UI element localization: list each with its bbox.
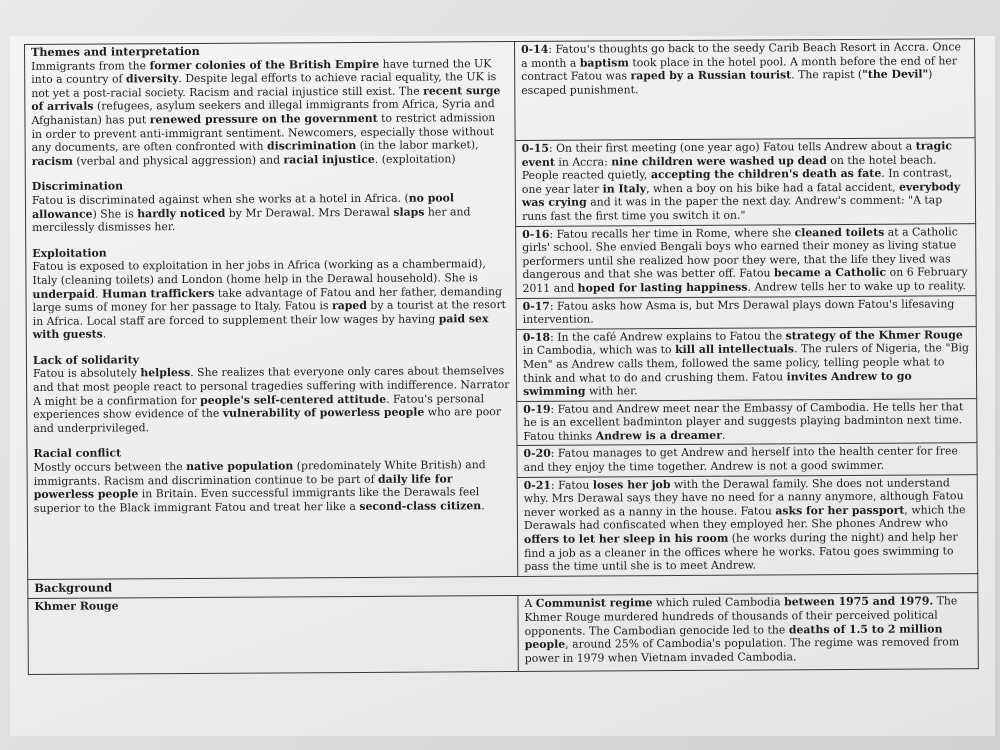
text-run: Fatou is discriminated against when she works at a hotel in Africa. ( xyxy=(31,191,409,207)
episode-code: 0-15 xyxy=(521,141,549,155)
episode-cell-0-16 xyxy=(516,223,976,298)
bold-text-run: racial injustice xyxy=(283,152,375,167)
text-run: , when a boy on his bike had a fatal accident, xyxy=(646,180,900,195)
themes-heading: Themes and interpretation xyxy=(31,43,200,59)
text-run: . xyxy=(95,287,103,301)
text-run: . (exploitation) xyxy=(374,152,456,166)
text-run: Mostly occurs between the xyxy=(33,460,187,474)
episode-text xyxy=(523,400,963,443)
text-run: with the Derawal family. She does not understand why. Mrs Derawal says they have no need for a nanny anymore, although Fatou never worked as a nanny in the house. Fatou xyxy=(523,476,964,519)
section-heading-exploitation: Exploitation xyxy=(32,246,107,260)
episode-cell-0-14 xyxy=(514,39,975,141)
episode-code: 0-19 xyxy=(523,402,551,416)
bold-text-run: offers to let her sleep in his room xyxy=(523,531,729,546)
bold-text-run: loses her job xyxy=(592,477,671,492)
bold-text-run: Human traffickers xyxy=(101,286,215,301)
themes-intro xyxy=(31,57,509,169)
text-run: (he works during the night) and help her find a job as a cleaner in the offices where he works. Fatou goes swimming to pass the time until she is to meet Andrew. xyxy=(524,530,958,574)
bold-text-run: Andrew is a dreamer xyxy=(595,428,722,443)
bold-text-run: everybody was crying xyxy=(521,180,961,210)
bold-text-run: tragic event xyxy=(521,139,953,169)
background-heading: Background xyxy=(28,573,978,598)
text-run: : Fatou and Andrew meet near the Embassy of Cambodia. He tells her that he is an excellent badminton player and suggests playing badminton next time. Fatou thinks xyxy=(523,399,964,443)
bold-text-run: invites Andrew to go swimming xyxy=(523,369,912,399)
bold-text-run: underpaid xyxy=(32,287,96,301)
table-row xyxy=(28,593,978,675)
bold-text-run: renewed pressure on the government xyxy=(149,111,378,127)
bold-text-run: no pool allowance xyxy=(31,191,455,221)
bold-text-run: deaths of 1.5 to 2 million people xyxy=(524,621,943,652)
table-row xyxy=(25,39,976,144)
text-run: at a Catholic girls' school. She envied Bengali boys who earned their money as living statue performers until she realized how poor they were, that the life they lived was dangerous and that she was better off. Fatou xyxy=(522,224,958,282)
bold-text-run: Communist regime xyxy=(535,596,653,611)
bold-text-run: discrimination xyxy=(266,139,357,153)
text-run: on the hotel beach. People reacted quietly, xyxy=(521,153,937,183)
text-run: take advantage of Fatou and her father, demanding large sums of money for her passage to Italy. Fatou is xyxy=(32,284,502,315)
section-heading-racial-conflict: Racial conflict xyxy=(33,446,122,461)
bold-text-run: slaps xyxy=(393,205,425,219)
episode-cell-0-17 xyxy=(516,295,976,329)
text-run: which ruled Cambodia xyxy=(652,595,785,610)
episode-code: 0-14 xyxy=(521,42,549,56)
bold-text-run: second-class citizen xyxy=(359,499,482,513)
bold-text-run: former colonies of the British Empire xyxy=(149,57,380,72)
text-run: in Accra: xyxy=(554,155,612,169)
bold-text-run: daily life for powerless people xyxy=(33,472,453,502)
text-run: , which the Derawals had confiscated when they employed her. She phones Andrew who xyxy=(523,503,966,533)
text-run: : Fatou xyxy=(550,478,593,492)
khmer-rouge-text xyxy=(518,593,978,672)
bold-text-run: in Italy xyxy=(602,181,647,196)
bold-text-run: diversity xyxy=(125,72,179,86)
bold-text-run: nine children were washed up dead xyxy=(611,153,827,169)
text-run: her and mercilessly dismisses her. xyxy=(32,204,471,235)
bold-text-run: racism xyxy=(31,154,73,168)
text-run: . The rulers of Nigeria, the "Big Men" as Andrew calls them, followed the same policy, telling people what to think and what to do and crushing them. Fatou xyxy=(522,341,969,385)
bold-text-run: hardly noticed xyxy=(137,206,226,220)
section-text-racial-conflict xyxy=(34,458,511,515)
text-run: : On their first meeting (one year ago) Fatou tells Andrew about a xyxy=(548,139,916,155)
text-run: ) escaped punishment. xyxy=(521,67,933,97)
text-run: : Fatou asks how Asma is, but Mrs Derawal plays down Fatou's lifesaving intervention. xyxy=(522,296,955,327)
bold-text-run: cleaned toilets xyxy=(794,225,885,239)
text-run: (in the labor market), xyxy=(356,138,479,153)
text-run: . Fatou's personal experiences show evidence of the xyxy=(33,391,485,422)
episode-cell-0-18 xyxy=(516,326,976,401)
text-run: took place in the hotel pool. A month before the end of her contract Fatou was xyxy=(521,53,958,84)
text-run: in Cambodia, which was to xyxy=(522,343,676,358)
bold-text-run: strategy of the Khmer Rouge xyxy=(785,327,963,343)
text-run: to restrict admission in order to prevent anti-immigrant sentiment. Newcomers, especially those without any documents, are often confronted with xyxy=(31,111,496,155)
text-run: : Fatou's thoughts go back to the seedy Carib Beach Resort in Accra. Once a month a xyxy=(521,40,961,70)
text-run: (refugees, asylum seekers and illegal immigrants from Africa, Syria and Afghanistan) has put xyxy=(31,97,495,127)
bold-text-run: "the Devil" xyxy=(862,67,929,82)
episode-cell-0-20 xyxy=(517,443,977,477)
text-run: Immigrants from the xyxy=(31,58,150,73)
bold-text-run: raped xyxy=(331,299,367,313)
episode-code: 0-18 xyxy=(522,330,551,344)
text-run: and it was in the paper the next day. Andrew's comment: "A tap runs fast the first time you switch it on." xyxy=(522,193,943,223)
bold-text-run: baptism xyxy=(579,55,629,70)
bold-text-run: native population xyxy=(186,459,294,474)
bold-text-run: recent surge of arrivals xyxy=(31,83,501,114)
text-run: : Fatou recalls her time in Rome, where she xyxy=(549,225,795,241)
episode-code: 0-20 xyxy=(523,447,551,461)
text-run: have turned the UK into a country of xyxy=(31,56,492,87)
khmer-rouge-label: Khmer Rouge xyxy=(28,596,518,675)
text-run: by a tourist at the resort in Africa. Local staff are forced to supplement their low wages by having xyxy=(32,298,507,328)
episode-cell-0-15 xyxy=(515,138,976,226)
bold-text-run: hoped for lasting happiness xyxy=(577,280,748,295)
bold-text-run: asks for her passport xyxy=(775,503,905,518)
section-text-exploitation xyxy=(32,257,509,341)
bold-text-run: people's self-centered attitude xyxy=(200,392,387,407)
section-text-discrimination xyxy=(32,191,509,235)
text-run: . xyxy=(481,499,485,513)
text-run: . The rapist ( xyxy=(791,68,863,82)
episode-text xyxy=(523,328,969,398)
text-run: in Britain. Even successful immigrants like the Derawals feel superior to the Black immigrant Fatou and treat her like a xyxy=(33,485,480,515)
section-heading-lack-of-solidarity: Lack of solidarity xyxy=(32,353,139,367)
text-run: on 6 February 2011 and xyxy=(522,265,968,295)
text-run: Fatou is absolutely xyxy=(32,366,141,381)
text-run: A xyxy=(524,597,536,611)
episode-text xyxy=(522,139,960,223)
episode-text xyxy=(524,476,966,573)
text-run: . xyxy=(102,327,107,341)
bold-text-run: raped by a Russian tourist xyxy=(630,68,792,83)
bold-text-run: helpless xyxy=(140,366,191,380)
study-notes-table xyxy=(24,38,979,675)
text-run: , around 25% of Cambodia's population. The regime was removed from power in 1979 when Vietnam invaded Cambodia. xyxy=(524,635,960,665)
bold-text-run: accepting the children's death as fate xyxy=(650,166,882,182)
bold-text-run: kill all intellectuals xyxy=(675,342,795,357)
text-run: : Fatou manages to get Andrew and herself into the health center for free and they enjoy the time together. Andrew is not a good swimmer. xyxy=(523,444,958,475)
episode-text xyxy=(522,225,967,295)
section-text-lack-of-solidarity xyxy=(33,365,510,436)
bold-text-run: vulnerability of powerless people xyxy=(222,405,425,421)
text-run: with her. xyxy=(585,384,638,398)
episode-cell-0-19 xyxy=(517,398,977,446)
text-run: . Despite legal efforts to achieve racial equality, the UK is not yet a post-racial society. Racism and racial injustice still exist. The xyxy=(31,70,497,100)
section-heading-discrimination: Discrimination xyxy=(31,179,124,194)
bold-text-run: paid sex with guests xyxy=(32,311,489,342)
bold-text-run: became a Catholic xyxy=(773,266,887,280)
text-run: by Mr Derawal. Mrs Derawal xyxy=(225,205,394,220)
text-run: . Andrew tells her to wake up to reality. xyxy=(747,279,966,294)
text-run: (predominately White British) and immigrants. Racism and discrimination continue to be part of xyxy=(33,458,486,488)
themes-cell xyxy=(25,42,518,580)
episode-cell-0-21 xyxy=(517,474,978,576)
episode-code: 0-17 xyxy=(522,299,550,313)
bold-text-run: between 1975 and 1979. xyxy=(784,594,934,609)
text-run: The Khmer Rouge murdered hundreds of thousands of their perceived political opponents. The Cambodian genocide led to the xyxy=(524,594,958,638)
text-run: . xyxy=(721,428,726,442)
text-run: . She realizes that everyone only cares about themselves and that most people react to personal tragedies suffering with indifference. Narrator A might be a confirmation for xyxy=(33,364,510,408)
text-run: : In the café Andrew explains to Fatou the xyxy=(550,329,786,344)
text-run: ) She is xyxy=(92,206,138,221)
episode-code: 0-16 xyxy=(522,227,550,241)
text-run: . In contrast, one year later xyxy=(521,166,953,196)
text-run: who are poor and underprivileged. xyxy=(33,405,502,435)
episode-text xyxy=(523,297,955,326)
text-run: Fatou is exposed to exploitation in her jobs in Africa (working as a chambermaid), Italy (cleaning toilets) and London (home help in the Derawal household). She is xyxy=(32,257,486,287)
episode-text xyxy=(524,445,958,474)
episode-code: 0-21 xyxy=(523,478,552,492)
episode-text xyxy=(521,40,961,96)
text-run: (verbal and physical aggression) and xyxy=(72,153,284,168)
